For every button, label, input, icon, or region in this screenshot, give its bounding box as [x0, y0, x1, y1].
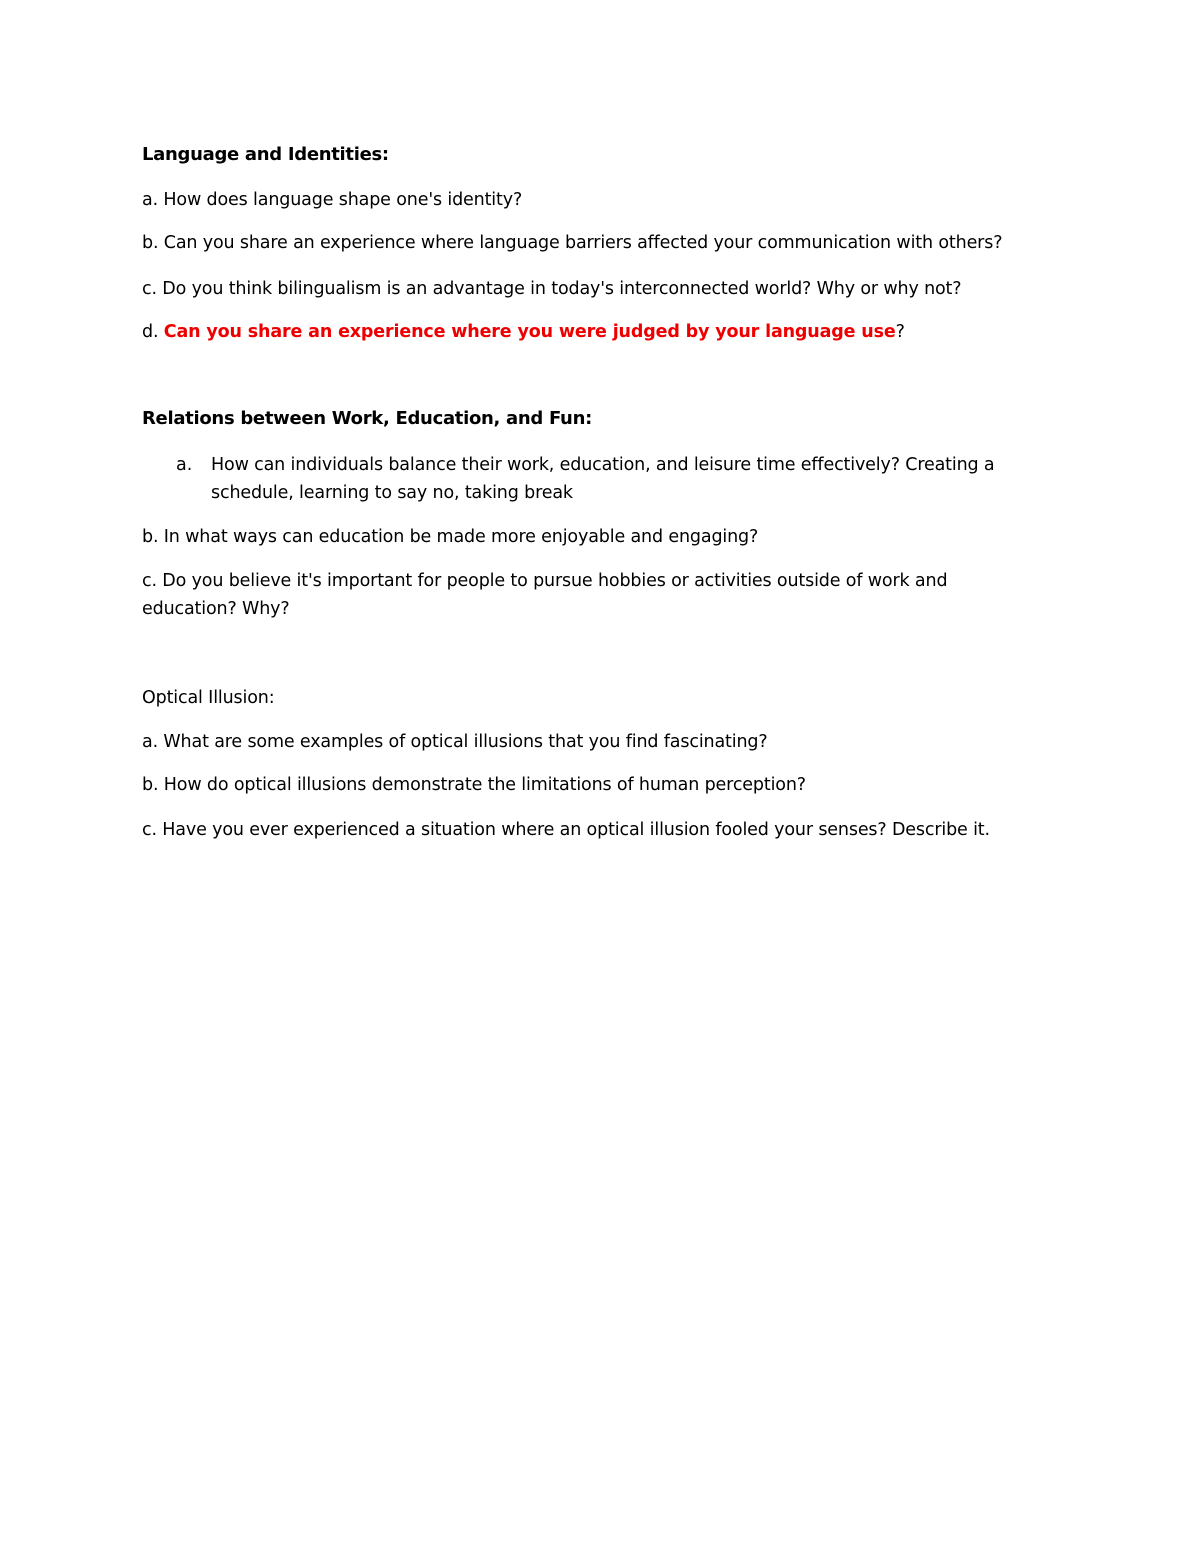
question-language-a: a. How does language shape one's identity?: [142, 190, 523, 210]
question-d-prefix: d.: [142, 322, 164, 342]
question-work-c-line2: education? Why?: [142, 599, 290, 619]
question-language-c: c. Do you think bilingualism is an advantage in today's interconnected world? Why or why not?: [142, 279, 962, 299]
list-marker-a: a.: [176, 455, 193, 475]
question-language-b: b. Can you share an experience where language barriers affected your communication with others?: [142, 233, 1003, 253]
question-work-c-line1: c. Do you believe it's important for people to pursue hobbies or activities outside of work and: [142, 571, 948, 591]
question-work-b: b. In what ways can education be made more enjoyable and engaging?: [142, 527, 759, 547]
question-work-a-line2: schedule, learning to say no, taking break: [211, 483, 573, 503]
question-language-d: [142, 318, 905, 346]
section-heading-language: Language and Identities:: [142, 144, 389, 165]
question-d-highlight: Can you share an experience where you were judged by your language use: [163, 322, 896, 342]
question-optical-b: b. How do optical illusions demonstrate the limitations of human perception?: [142, 775, 806, 795]
question-optical-a: a. What are some examples of optical illusions that you find fascinating?: [142, 732, 768, 752]
section-heading-optical-illusion: Optical Illusion:: [142, 688, 275, 708]
question-d-suffix: ?: [895, 322, 905, 342]
section-heading-work-education-fun: Relations between Work, Education, and Fun:: [142, 408, 592, 429]
question-optical-c: c. Have you ever experienced a situation where an optical illusion fooled your senses? Describe it.: [142, 820, 990, 840]
question-work-a-line1: How can individuals balance their work, education, and leisure time effectively? Creating a: [211, 455, 995, 475]
